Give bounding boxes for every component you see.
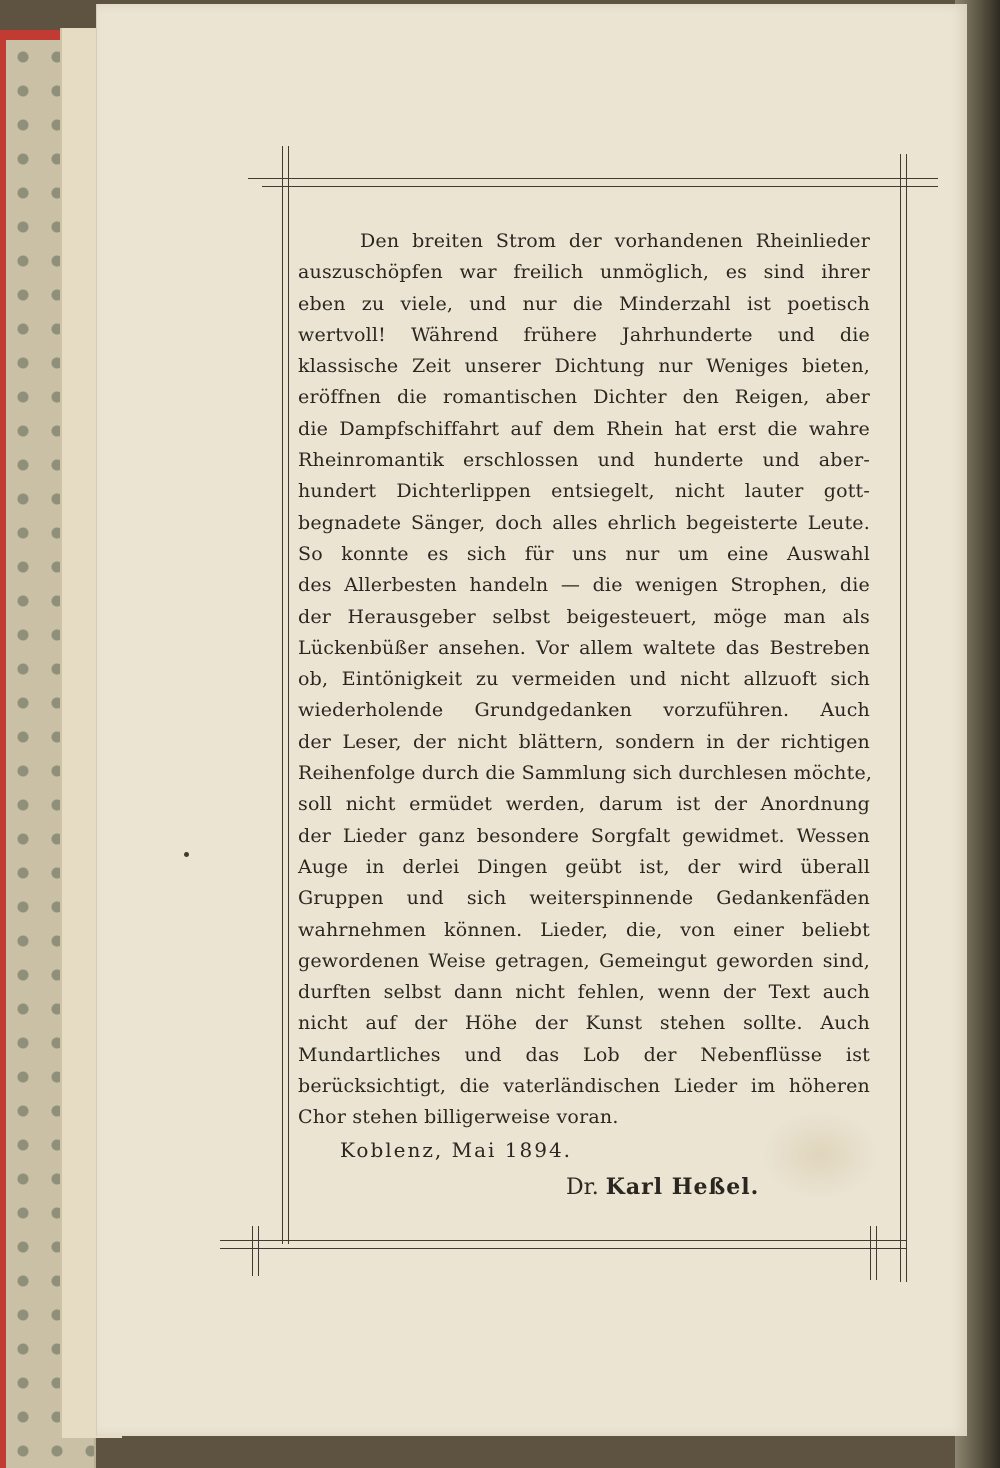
text-line: durften selbst dann nicht fehlen, wenn der Text auch (298, 981, 870, 1004)
text-line: So konnte es sich für uns nur um eine Auswahl (298, 542, 870, 565)
text-line: eröffnen die romantischen Dichter den Reigen, aber (298, 386, 870, 409)
frame-right-rule-2 (906, 154, 907, 1282)
text-line: die Dampfschiffahrt auf dem Rhein hat erst die wahre (298, 417, 870, 440)
frame-bottom-rule-2 (220, 1248, 906, 1249)
signature-title: Dr. (566, 1175, 599, 1200)
preface-text (298, 226, 873, 1136)
text-line: berücksichtigt, die vaterländischen Lieder im höheren (298, 1075, 870, 1098)
text-line: der Herausgeber selbst beigesteuert, möge man als (298, 605, 870, 628)
text-line: Chor stehen billigerweise voran. (298, 1106, 619, 1129)
text-line: hundert Dichterlippen entsiegelt, nicht lauter gott- (298, 480, 870, 503)
text-line: des Allerbesten handeln — die wenigen Strophen, die (298, 574, 870, 597)
text-line: klassische Zeit unserer Dichtung nur Weniges bieten, (298, 355, 870, 378)
text-line: wahrnehmen können. Lieder, die, von einer beliebt (298, 918, 870, 941)
frame-left-rule-1 (282, 146, 283, 1244)
text-line: ob, Eintönigkeit zu vermeiden und nicht allzuoft sich (298, 668, 870, 691)
text-line: Den breiten Strom der vorhandenen Rheinlieder (360, 230, 870, 252)
frame-bottom-left-tick (252, 1226, 253, 1276)
frame-right-rule-1 (900, 154, 901, 1282)
place-date: Koblenz, Mai 1894. (340, 1138, 573, 1162)
text-line: begnadete Sänger, doch alles ehrlich begeisterte Leute. (298, 511, 870, 534)
text-line: der Lieder ganz besondere Sorgfalt gewidmet. Wessen (298, 824, 870, 847)
frame-top-rule-1 (248, 178, 938, 179)
signature (566, 1174, 759, 1200)
text-line: Gruppen und sich weiterspinnende Gedankenfäden (298, 887, 870, 910)
text-line: wertvoll! Während frühere Jahrhunderte und die (298, 323, 870, 346)
frame-left-rule-2 (288, 146, 289, 1244)
text-line: Rheinromantik erschlossen und hunderte und aber- (298, 449, 870, 472)
frame-bottom-right-tick (870, 1226, 871, 1280)
ink-dot (184, 852, 189, 857)
text-line: gewordenen Weise getragen, Gemeingut geworden sind, (298, 949, 870, 972)
text-line: Auge in derlei Dingen geübt ist, der wird überall (298, 855, 870, 878)
text-line: Lückenbüßer ansehen. Vor allem waltete das Bestreben (298, 636, 870, 659)
text-line: der Leser, der nicht blättern, sondern in der richtigen (298, 730, 870, 753)
frame-bottom-left-tick-2 (258, 1226, 259, 1276)
text-line: wiederholende Grundgedanken vorzuführen. Auch (298, 699, 870, 722)
text-line: nicht auf der Höhe der Kunst stehen sollte. Auch (298, 1012, 870, 1035)
frame-top-rule-2 (262, 186, 938, 187)
text-line: soll nicht ermüdet werden, darum ist der Anordnung (298, 793, 870, 816)
text-line: auszuschöpfen war freilich unmöglich, es sind ihrer (298, 261, 870, 284)
frame-bottom-right-tick-2 (876, 1226, 877, 1280)
frame-bottom-rule-1 (220, 1240, 906, 1241)
text-line: eben zu viele, und nur die Minderzahl ist poetisch (298, 292, 870, 315)
text-line: Reihenfolge durch die Sammlung sich durchlesen möchte, (298, 762, 873, 785)
signature-name: Karl Heßel. (605, 1174, 760, 1200)
text-line: Mundartliches und das Lob der Nebenflüsse ist (298, 1043, 870, 1066)
